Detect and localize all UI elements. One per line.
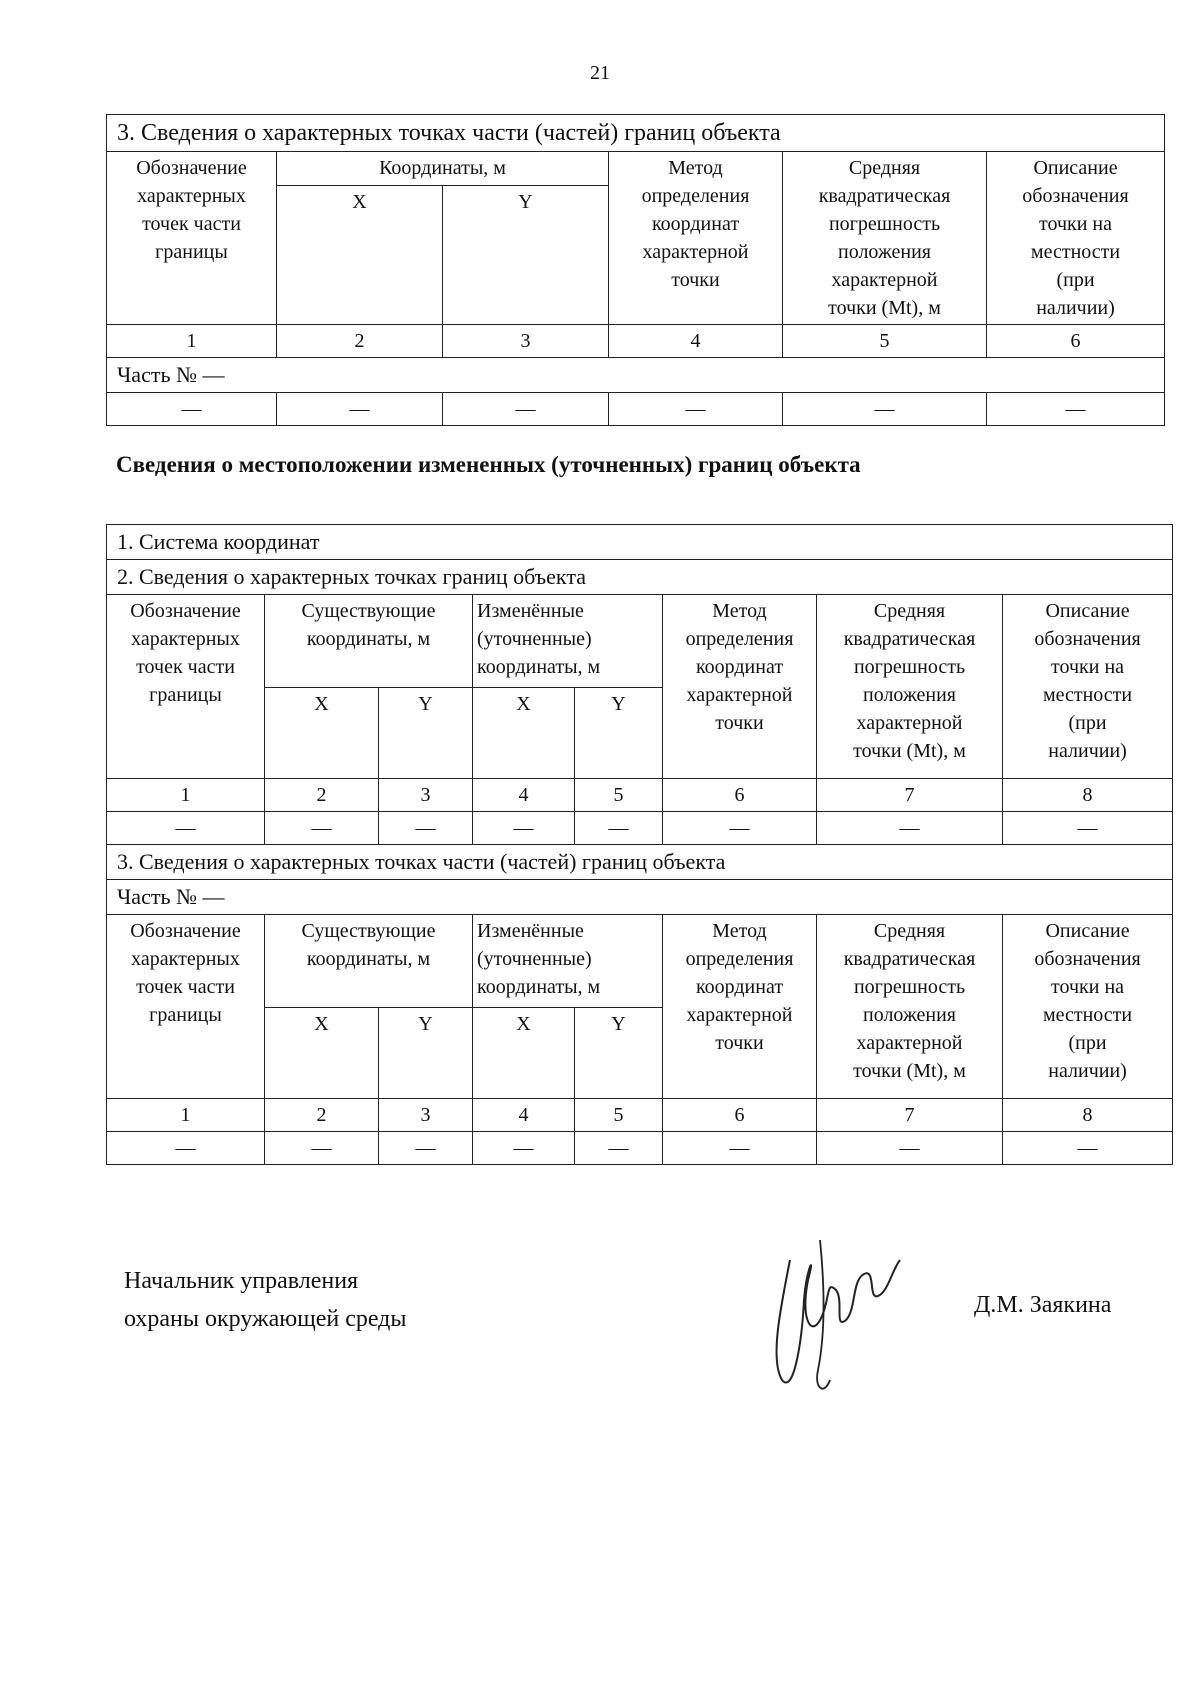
designation-header: Обозначение характерных точек части границы — [107, 915, 265, 1099]
column-number: 2 — [265, 779, 379, 812]
page-number: 21 — [590, 62, 610, 84]
column-number: 3 — [379, 1099, 473, 1132]
changed-coords-header: Изменённые (уточненные) координаты, м — [473, 595, 663, 688]
empty-cell: — — [107, 393, 277, 426]
empty-cell: — — [265, 1132, 379, 1165]
column-number: 5 — [783, 325, 987, 358]
column-number: 5 — [575, 779, 663, 812]
designation-header: Обозначение характерных точек части границы — [107, 152, 277, 325]
column-number: 6 — [987, 325, 1165, 358]
empty-cell: — — [575, 812, 663, 845]
empty-cell: — — [1003, 812, 1173, 845]
part-label: Часть № — — [107, 358, 1165, 393]
description-header: Описание обозначения точки на местности (при наличии) — [987, 152, 1165, 325]
column-number: 5 — [575, 1099, 663, 1132]
part-label: Часть № — — [107, 880, 1173, 915]
column-number: 6 — [663, 1099, 817, 1132]
empty-cell: — — [473, 812, 575, 845]
role-line: Начальник управления — [124, 1268, 359, 1294]
points-row: 2. Сведения о характерных точках границ объекта — [107, 560, 1173, 595]
coordinate-system-row: 1. Система координат — [107, 525, 1173, 560]
empty-cell: — — [817, 812, 1003, 845]
column-number: 2 — [277, 325, 443, 358]
column-number: 8 — [1003, 1099, 1173, 1132]
error-header: Средняя квадратическая погрешность положения характерной точки (Mt), м — [817, 915, 1003, 1099]
changed-x-header: X — [473, 688, 575, 779]
error-header: Средняя квадратическая погрешность положения характерной точки (Mt), м — [783, 152, 987, 325]
empty-cell: — — [663, 812, 817, 845]
y-header: Y — [443, 185, 609, 324]
column-number: 4 — [473, 779, 575, 812]
changed-boundaries-table — [106, 524, 1173, 1165]
empty-cell: — — [277, 393, 443, 426]
existing-coords-header: Существующие координаты, м — [265, 915, 473, 1008]
table-title: 3. Сведения о характерных точках части (частей) границ объекта — [107, 115, 1165, 152]
existing-y-header: Y — [379, 1008, 473, 1099]
column-number: 3 — [379, 779, 473, 812]
handwritten-signature — [760, 1220, 910, 1400]
empty-cell: — — [379, 812, 473, 845]
empty-cell: — — [379, 1132, 473, 1165]
description-header: Описание обозначения точки на местности (при наличии) — [1003, 915, 1173, 1099]
column-number: 6 — [663, 779, 817, 812]
column-number: 3 — [443, 325, 609, 358]
column-number: 1 — [107, 779, 265, 812]
part-points-table — [106, 114, 1165, 426]
role-line: охраны окружающей среды — [124, 1306, 407, 1332]
signatory-role — [124, 1262, 407, 1338]
method-header: Метод определения координат характерной точки — [663, 595, 817, 779]
empty-cell: — — [1003, 1132, 1173, 1165]
changed-x-header: X — [473, 1008, 575, 1099]
empty-cell: — — [107, 812, 265, 845]
column-number: 2 — [265, 1099, 379, 1132]
coordinates-header: Координаты, м — [277, 152, 609, 186]
method-header: Метод определения координат характерной точки — [663, 915, 817, 1099]
column-number: 7 — [817, 779, 1003, 812]
error-header: Средняя квадратическая погрешность положения характерной точки (Mt), м — [817, 595, 1003, 779]
column-number: 4 — [609, 325, 783, 358]
column-number: 1 — [107, 325, 277, 358]
designation-header: Обозначение характерных точек части границы — [107, 595, 265, 779]
empty-cell: — — [265, 812, 379, 845]
existing-x-header: X — [265, 1008, 379, 1099]
column-number: 4 — [473, 1099, 575, 1132]
empty-cell: — — [473, 1132, 575, 1165]
changed-y-header: Y — [575, 688, 663, 779]
part-points-row: 3. Сведения о характерных точках части (частей) границ объекта — [107, 845, 1173, 880]
method-header: Метод определения координат характерной точки — [609, 152, 783, 325]
existing-y-header: Y — [379, 688, 473, 779]
column-number: 7 — [817, 1099, 1003, 1132]
description-header: Описание обозначения точки на местности (при наличии) — [1003, 595, 1173, 779]
empty-cell: — — [663, 1132, 817, 1165]
signatory-name: Д.М. Заякина — [974, 1292, 1112, 1318]
x-header: X — [277, 185, 443, 324]
existing-x-header: X — [265, 688, 379, 779]
existing-coords-header: Существующие координаты, м — [265, 595, 473, 688]
empty-cell: — — [575, 1132, 663, 1165]
empty-cell: — — [609, 393, 783, 426]
column-number: 1 — [107, 1099, 265, 1132]
empty-cell: — — [987, 393, 1165, 426]
changed-coords-header: Изменённые (уточненные) координаты, м — [473, 915, 663, 1008]
section-heading: Сведения о местоположении измененных (уточненных) границ объекта — [116, 452, 861, 477]
empty-cell: — — [443, 393, 609, 426]
changed-y-header: Y — [575, 1008, 663, 1099]
empty-cell: — — [783, 393, 987, 426]
empty-cell: — — [107, 1132, 265, 1165]
column-number: 8 — [1003, 779, 1173, 812]
empty-cell: — — [817, 1132, 1003, 1165]
